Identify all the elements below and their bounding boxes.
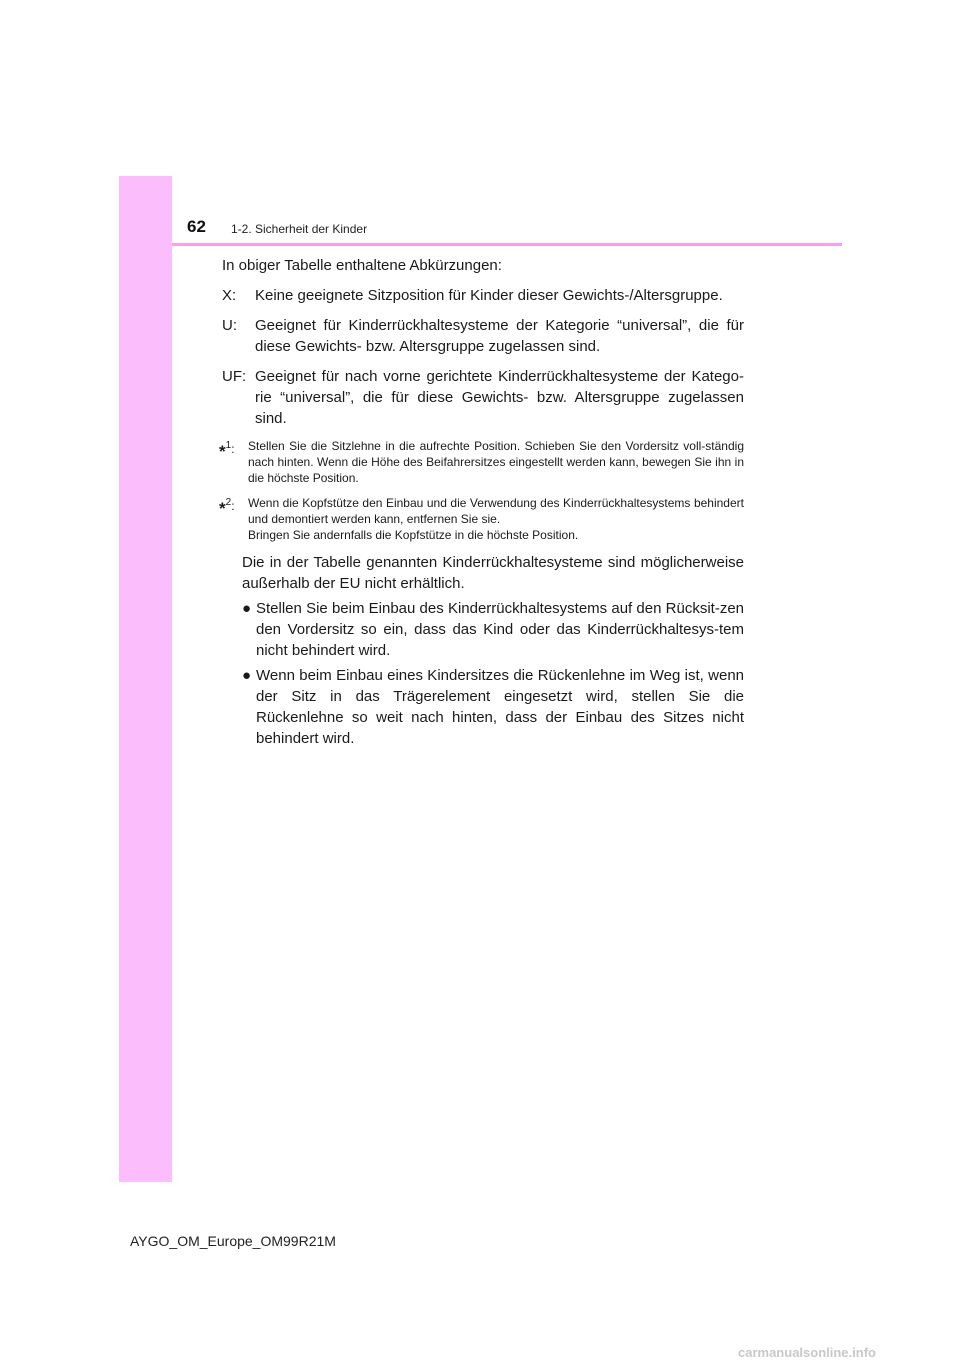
availability-note: Die in der Tabelle genannten Kinderrückhaltesysteme sind möglicherweise außerhalb der EU nicht erhältlich. bbox=[242, 554, 744, 592]
footnote-marker: *$^2$: bbox=[219, 497, 235, 518]
abbreviations-intro: In obiger Tabelle enthaltene Abkürzungen: bbox=[222, 257, 502, 274]
footnote-number: 2 bbox=[225, 497, 232, 508]
footnote-text-second: Bringen Sie andernfalls die Kopfstütze in die höchste Position. bbox=[248, 528, 579, 542]
abbreviation-x bbox=[222, 285, 744, 306]
bullet-icon: ● bbox=[242, 667, 252, 684]
footnote-text-block bbox=[248, 495, 744, 543]
page-content bbox=[219, 255, 744, 753]
footnote-star: * bbox=[219, 442, 226, 461]
bullet-text: Stellen Sie beim Einbau des Kinderrückhaltesystems auf den Rücksit-zen den Vordersitz so ein, dass das Kind oder das Kinderrückhaltesys-tem nicht behindert wird. bbox=[256, 600, 744, 659]
abbreviation-key: UF: bbox=[222, 368, 247, 385]
section-title: 1-2. Sicherheit der Kinder bbox=[231, 222, 368, 236]
watermark: carmanualsonline.info bbox=[738, 1345, 876, 1360]
bullet-item bbox=[242, 665, 744, 749]
header-rule bbox=[172, 243, 842, 246]
abbreviation-text: Geeignet für Kinderrückhaltesysteme der Kategorie “universal”, die für diese Gewichts- bzw. Altersgruppe zugelassen sind. bbox=[255, 317, 744, 355]
bullet-item bbox=[242, 598, 744, 661]
side-color-band bbox=[119, 176, 172, 1182]
bullet-text: Wenn beim Einbau eines Kindersitzes die Rückenlehne im Weg ist, wenn der Sitz in das Trägerelement eingesetzt wird, stellen Sie die Rückenlehne so weit nach hinten, dass der Einbau des Sitzes nicht behindert wird. bbox=[256, 667, 744, 747]
abbreviation-text: Geeignet für nach vorne gerichtete Kinderrückhaltesysteme der Katego-rie “universal”, die für diese Gewichts- bzw. Altersgruppe zugelassen sind. bbox=[255, 368, 744, 427]
bullet-icon: ● bbox=[242, 600, 252, 617]
abbreviation-uf bbox=[222, 366, 744, 429]
footnote-star: * bbox=[219, 499, 226, 518]
document-id: AYGO_OM_Europe_OM99R21M bbox=[130, 1233, 336, 1249]
abbreviation-text: Keine geeignete Sitzposition für Kinder dieser Gewichts-/Altersgruppe. bbox=[255, 287, 723, 304]
page-number: 62 bbox=[187, 217, 206, 236]
footnote-marker: *$^1$: bbox=[219, 440, 235, 461]
abbreviation-key: X: bbox=[222, 287, 237, 304]
footnote-2 bbox=[219, 495, 744, 543]
footnote-text: Stellen Sie die Sitzlehne in die aufrechte Position. Schieben Sie den Vordersitz voll-ständig nach hinten. Wenn die Höhe des Beifahrersitzes eingestellt werden kann, bewegen Sie ihn in die höchste Position. bbox=[248, 439, 744, 485]
abbreviation-key: U: bbox=[222, 317, 237, 334]
footnote-number: 1 bbox=[225, 440, 232, 451]
abbreviation-u bbox=[222, 315, 744, 357]
footnote-text: Wenn die Kopfstütze den Einbau und die Verwendung des Kinderrückhaltesystems behindert und demontiert werden kann, entfernen Sie sie. bbox=[248, 496, 744, 526]
footnote-1 bbox=[219, 438, 744, 486]
